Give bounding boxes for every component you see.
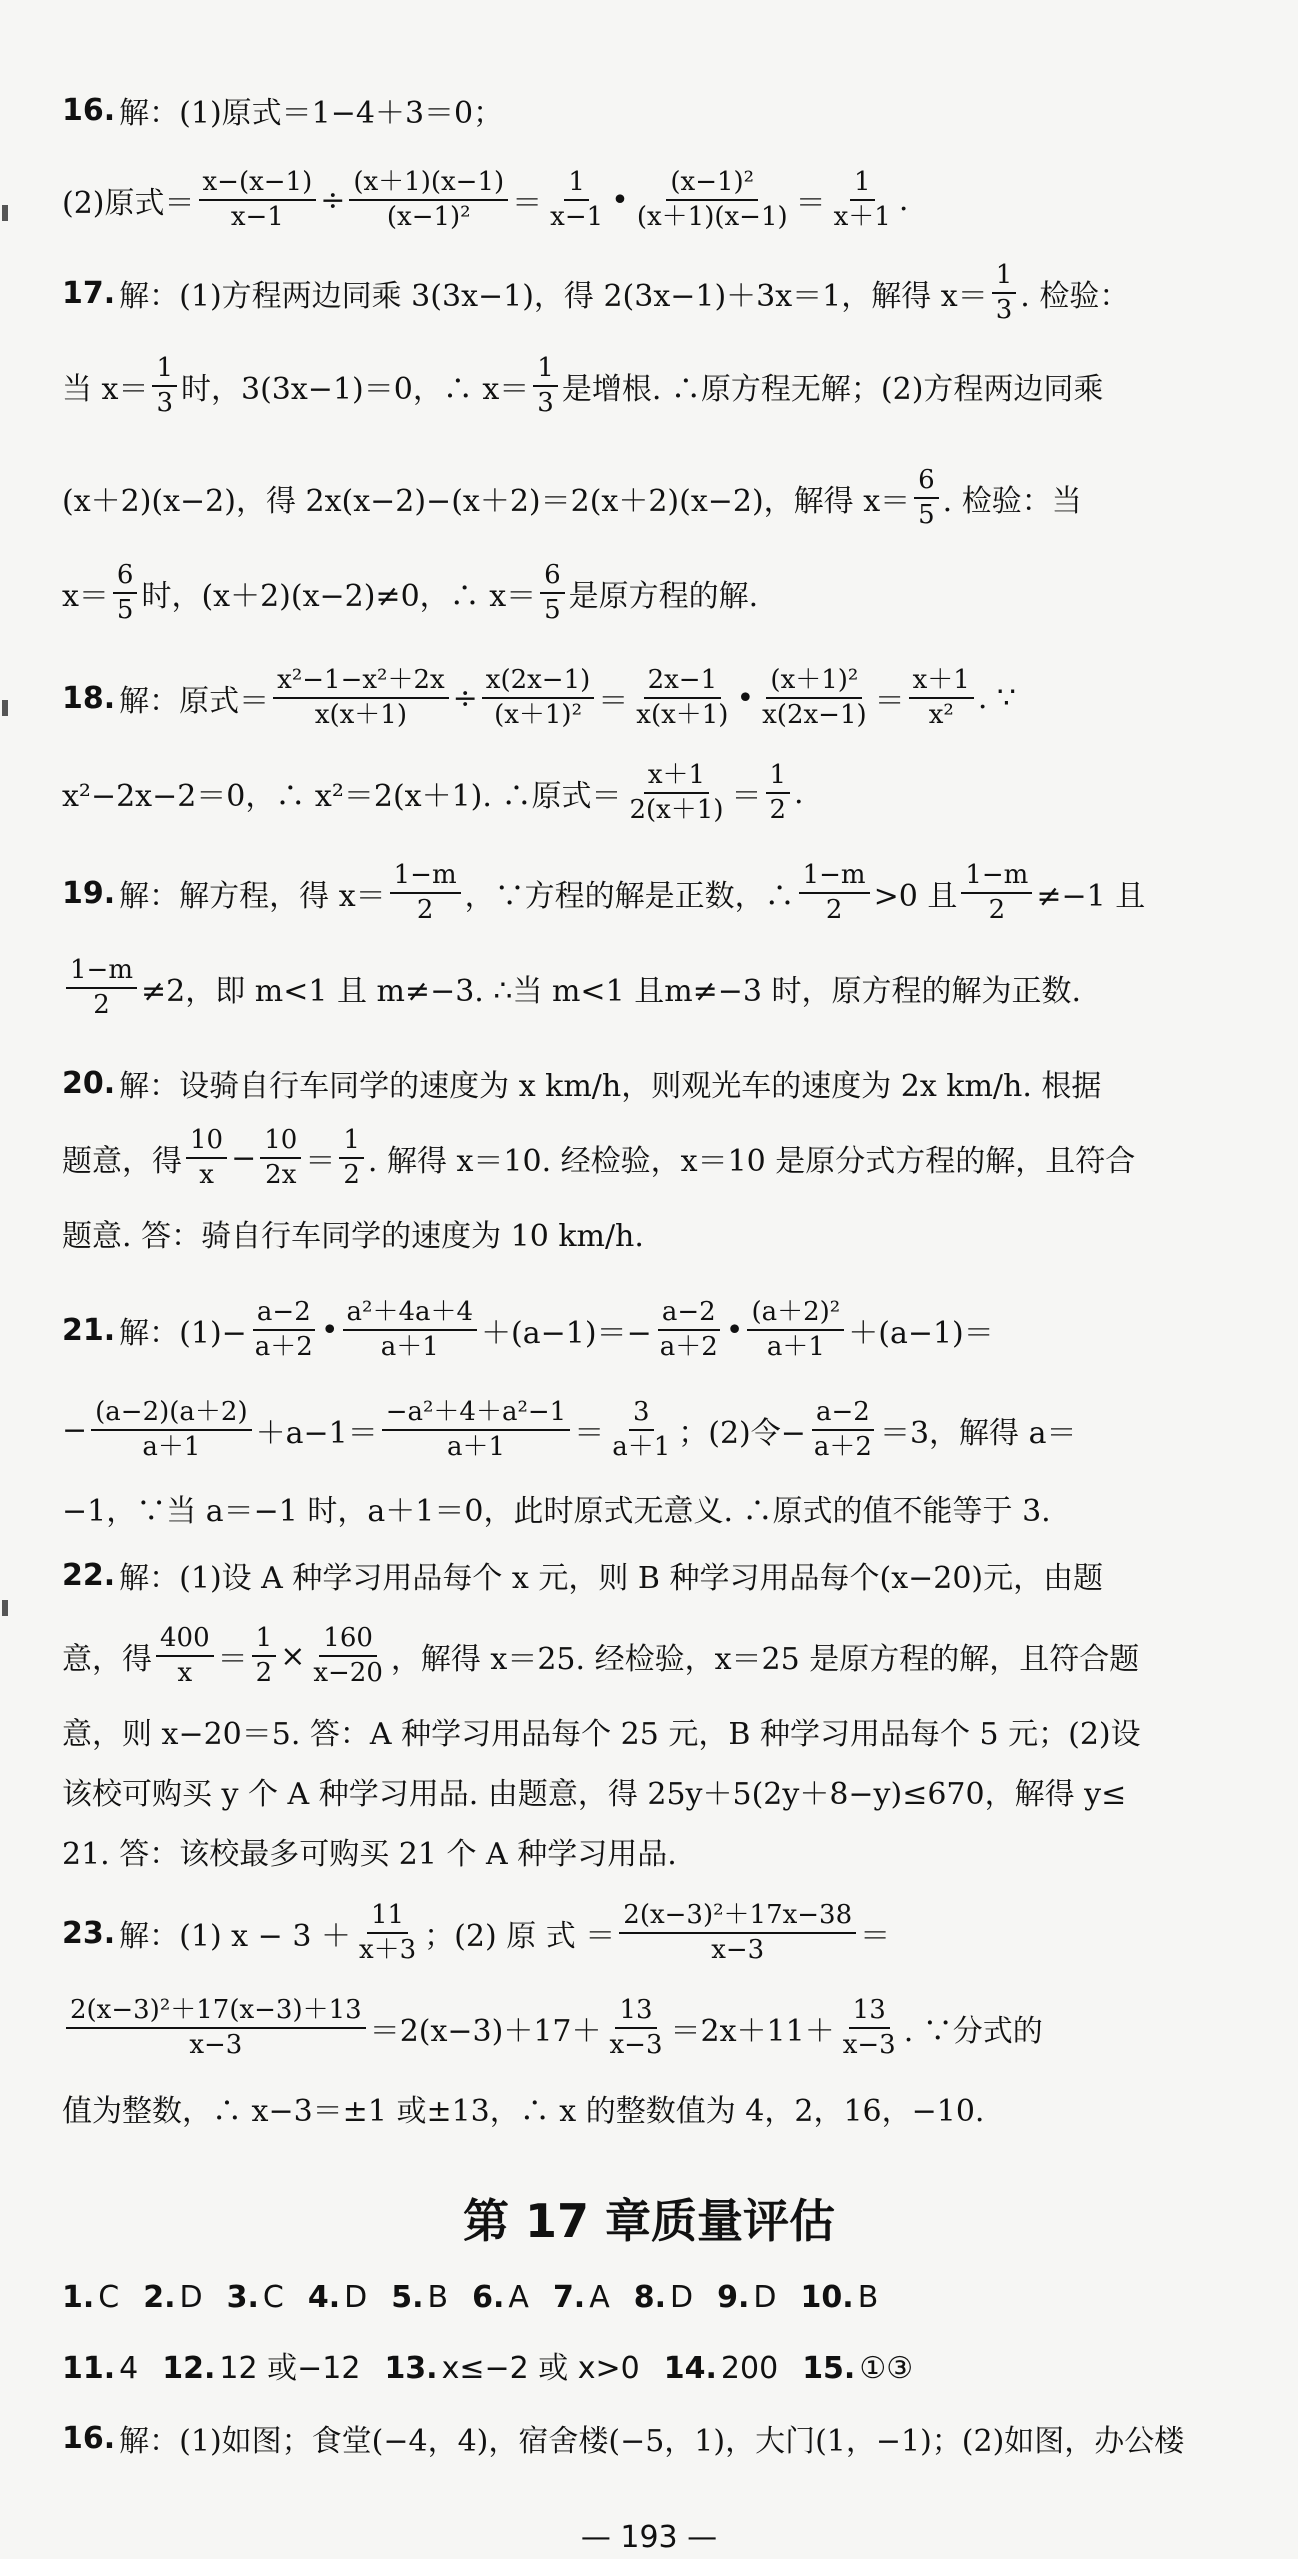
answer-value: D (670, 2280, 694, 2315)
numerator: 13 (615, 1996, 656, 2029)
text: ＝3，解得 a＝ (879, 1416, 1077, 1451)
question-number: 22. (62, 1557, 116, 1593)
numerator: x−(x−1) (199, 168, 317, 201)
text: 该校可购买 y 个 A 种学习用品. 由题意，得 25y＋5(2y＋8−y)≤670，解得 y≤ (62, 1777, 1127, 1812)
fraction (339, 1126, 364, 1189)
answer-item (62, 2280, 119, 2315)
answer-item (472, 2280, 529, 2315)
text: ÷ (452, 680, 478, 716)
denominator: x(x＋1) (636, 700, 729, 730)
fraction (390, 861, 461, 924)
question-number: 21. (62, 1312, 116, 1348)
denominator: x−3 (609, 2030, 663, 2060)
answer-number: 1. (62, 2280, 95, 2315)
answer-value: B (427, 2280, 449, 2315)
fraction (633, 168, 792, 231)
text: − (231, 1140, 257, 1176)
denominator: a＋1 (380, 1332, 439, 1362)
fraction (799, 861, 870, 924)
numerator: 11 (367, 1901, 408, 1934)
text: −1，∵当 a＝−1 时，a＋1＝0，此时原式无意义. ∴原式的值不能等于 3. (62, 1494, 1051, 1529)
page-edge-mark (2, 700, 8, 716)
section-title: 第 17 章质量评估 (462, 2194, 836, 2248)
question-number: 23. (62, 1915, 116, 1951)
denominator: 2 (988, 895, 1006, 925)
fraction (309, 1624, 387, 1687)
solution-20-line-3 (62, 1185, 1232, 1281)
text: 值为整数，∴ x−3＝±1 或±13，∴ x 的整数值为 4，2，16，−10. (62, 2094, 985, 2129)
denominator: 2x (265, 1160, 297, 1190)
fraction (91, 1398, 251, 1461)
solution-19-line-1 (62, 845, 1232, 941)
text: 解：解方程，得 x＝ (119, 879, 386, 914)
text: ÷ (320, 182, 346, 218)
solution-17-line-1 (62, 245, 1232, 341)
numerator: a−2 (658, 1298, 720, 1331)
answer-item (801, 2280, 879, 2315)
answer-number: 14. (663, 2351, 717, 2386)
text: ＝ (860, 1919, 891, 1954)
solution-23-line-3 (62, 2060, 1232, 2156)
numerator: 1 (152, 354, 177, 387)
answer-value: D (179, 2280, 203, 2315)
text: x²−2x−2＝0，∴ x²＝2(x＋1). ∴原式＝ (62, 779, 622, 814)
denominator: 3 (156, 388, 174, 418)
text: ≠2，即 m<1 且 m≠−3. ∴当 m<1 且m≠−3 时，原方程的解为正数. (140, 974, 1082, 1009)
text: 解：(1) x − 3 ＋ (119, 1919, 351, 1954)
fraction (533, 354, 558, 417)
fraction (382, 1398, 571, 1461)
text: − (62, 1412, 88, 1448)
question-number: 18. (62, 680, 116, 716)
solution-16-line-2 (62, 152, 1232, 248)
text: . ∵分式的 (903, 2014, 1043, 2049)
solution-16-line-1 (62, 62, 1232, 158)
fraction (961, 861, 1032, 924)
text: . 检验： (1020, 279, 1130, 314)
denominator: 2 (255, 1658, 273, 1688)
text: ＝ (874, 684, 905, 719)
text: ＝ (795, 186, 826, 221)
fraction (909, 666, 974, 729)
numerator: a−2 (253, 1298, 315, 1331)
denominator: 2 (825, 895, 843, 925)
denominator: x＋1 (833, 202, 891, 232)
answer-value: x≤−2 或 x>0 (441, 2351, 640, 2386)
fraction (632, 666, 732, 729)
answer-value: C (262, 2280, 284, 2315)
text: . 检验：当 (942, 484, 1082, 519)
text: 是原方程的解. (568, 579, 759, 614)
text: ；(2) 原 式 ＝ (424, 1919, 616, 1954)
page-edge-mark (2, 205, 8, 221)
answer-number: 6. (472, 2280, 505, 2315)
text: ＝ (512, 186, 543, 221)
numerator: 400 (156, 1624, 214, 1657)
fraction (656, 1298, 722, 1361)
text: x＝ (62, 579, 109, 614)
text: ≠−1 且 (1036, 879, 1146, 914)
text: . (898, 182, 909, 218)
numerator: 1−m (961, 861, 1032, 894)
answer-item (802, 2351, 913, 2386)
denominator: (x＋1)² (494, 700, 582, 730)
fraction (546, 168, 607, 231)
numerator: 2(x−3)²＋17(x−3)＋13 (66, 1996, 366, 2029)
answer-item (308, 2280, 367, 2315)
numerator: (a−2)(a＋2) (91, 1398, 251, 1431)
text: • (320, 1312, 339, 1348)
denominator: x−3 (842, 2030, 896, 2060)
numerator: x＋1 (909, 666, 974, 699)
answer-item (62, 2351, 138, 2386)
numerator: 1 (766, 761, 791, 794)
denominator: x (199, 1160, 214, 1190)
solution-18-line-2 (62, 745, 1232, 841)
text: ＋a−1＝ (255, 1416, 378, 1451)
answer-value: 200 (720, 2351, 779, 2386)
fraction (186, 1126, 227, 1189)
answer-number: 9. (717, 2280, 750, 2315)
denominator: 2 (769, 795, 787, 825)
numerator: x²−1−x²＋2x (273, 666, 449, 699)
answer-number: 15. (802, 2351, 856, 2386)
text: 解：(1)方程两边同乘 3(3x−1)，得 2(3x−1)＋3x＝1，解得 x＝ (119, 279, 988, 314)
text: 当 x＝ (62, 372, 149, 407)
answer-number: 11. (62, 2351, 116, 2386)
numerator: 2x−1 (644, 666, 722, 699)
denominator: x (177, 1658, 193, 1688)
solution-21-line-1 (62, 1282, 1232, 1378)
numerator: 1 (992, 261, 1017, 294)
text: 是增根. ∴原方程无解；(2)方程两边同乘 (561, 372, 1104, 407)
fraction (619, 1901, 856, 1964)
fraction (992, 261, 1017, 324)
answer-value: ①③ (859, 2351, 914, 2386)
solution-17-line-2 (62, 338, 1232, 434)
denominator: a＋1 (446, 1432, 505, 1462)
numerator: 160 (319, 1624, 377, 1657)
text: (2)原式＝ (62, 186, 195, 221)
text: 意，得 (62, 1642, 152, 1677)
numerator: 2(x−3)²＋17x−38 (619, 1901, 856, 1934)
answer-value: 4 (119, 2351, 139, 2386)
fraction (343, 1298, 478, 1361)
fraction (747, 1298, 844, 1361)
solution-17-line-3 (62, 450, 1232, 546)
solution-17-line-4 (62, 545, 1232, 641)
fraction (251, 1298, 317, 1361)
fraction (766, 761, 791, 824)
answer-item (143, 2280, 202, 2315)
denominator: 2 (343, 1160, 360, 1190)
denominator: a＋2 (254, 1332, 313, 1362)
text: ，解得 x＝25. 经检验，x＝25 是原方程的解，且符合题 (390, 1642, 1140, 1677)
text: ＋(a−1)＝− (481, 1316, 652, 1351)
numerator: 13 (849, 1996, 890, 2029)
fraction (810, 1398, 876, 1461)
fraction (199, 168, 317, 231)
denominator: a＋2 (813, 1432, 872, 1462)
denominator: (x＋1)(x−1) (636, 202, 788, 232)
numerator: 1 (252, 1624, 277, 1657)
fraction (914, 466, 939, 529)
fraction (606, 1996, 667, 2059)
text: ＝ (217, 1642, 248, 1677)
denominator: x(2x−1) (762, 700, 867, 730)
answer-number: 2. (143, 2280, 176, 2315)
page-edge-mark (2, 1600, 8, 1616)
denominator: 5 (116, 595, 134, 625)
text: 意，则 x−20＝5. 答：A 种学习用品每个 25 元，B 种学习用品每个 5 元；(2)设 (62, 1717, 1141, 1752)
denominator: a＋1 (142, 1432, 201, 1462)
answer-value: C (98, 2280, 120, 2315)
text: 时，3(3x−1)＝0，∴ x＝ (181, 372, 530, 407)
answer-item (162, 2351, 360, 2386)
numerator: a−2 (812, 1398, 874, 1431)
denominator: x＋3 (358, 1935, 417, 1965)
fraction (252, 1624, 277, 1687)
text: ；(2)令− (678, 1416, 806, 1451)
fraction (66, 956, 137, 1019)
answer-number: 10. (800, 2280, 854, 2315)
answer-number: 3. (226, 2280, 259, 2315)
answer-number: 8. (633, 2280, 667, 2315)
fraction (830, 168, 895, 231)
text: 题意，得 (62, 1144, 182, 1179)
fraction (273, 666, 449, 729)
text: • (611, 182, 629, 218)
text: 解：原式＝ (119, 684, 270, 719)
text: . (794, 775, 804, 811)
denominator: x−3 (189, 2030, 243, 2060)
denominator: 2 (416, 895, 434, 925)
text: ＝2x＋11＋ (670, 2014, 835, 2049)
denominator: 3 (995, 295, 1013, 325)
answer-value: B (857, 2280, 879, 2315)
denominator: 2 (93, 990, 110, 1020)
numerator: 1−m (799, 861, 870, 894)
text: • (736, 680, 755, 716)
fraction (113, 561, 138, 624)
text: 解：(1)如图；食堂(−4，4)，宿舍楼(−5，1)，大门(1，−1)；(2)如图，办公楼 (119, 2424, 1185, 2459)
denominator: 3 (537, 388, 554, 418)
choice-answers-row (62, 2280, 902, 2315)
text: 21. 答：该校最多可购买 21 个 A 种学习用品. (62, 1837, 677, 1872)
denominator: 5 (544, 595, 561, 625)
fraction (260, 1126, 301, 1189)
numerator: x(2x−1) (482, 666, 594, 699)
answer-number: 5. (391, 2280, 424, 2315)
answer-value: D (753, 2280, 777, 2315)
numerator: 6 (113, 561, 138, 594)
denominator: x² (928, 700, 954, 730)
numerator: a²＋4a＋4 (343, 1298, 478, 1331)
numerator: (x＋1)(x−1) (349, 168, 508, 201)
answer-item (664, 2351, 778, 2386)
denominator: (x−1)² (386, 202, 471, 232)
fraction (355, 1901, 420, 1964)
question-number: 17. (62, 275, 116, 311)
text: 解：设骑自行车同学的速度为 x km/h，则观光车的速度为 2x km/h. 根据 (119, 1069, 1102, 1104)
text: 解：(1)设 A 种学习用品每个 x 元，则 B 种学习用品每个(x−20)元，由题 (119, 1561, 1104, 1596)
text: × (280, 1638, 306, 1674)
fill-answers-row (62, 2343, 937, 2387)
solution-19-line-2 (62, 940, 1232, 1036)
numerator: 10 (260, 1126, 301, 1159)
answer-item (384, 2351, 639, 2386)
fraction (540, 561, 565, 624)
page-number: — 193 — (580, 2520, 718, 2555)
text: ＝2(x−3)＋17＋ (369, 2014, 602, 2049)
text: ＝ (731, 779, 762, 814)
answer-item (391, 2280, 448, 2315)
denominator: 5 (918, 500, 935, 530)
answer-item (634, 2280, 693, 2315)
answer-item (553, 2280, 610, 2315)
numerator: 6 (914, 466, 939, 499)
fraction (156, 1624, 214, 1687)
text: • (725, 1312, 744, 1348)
text: . ∵ (977, 680, 1017, 716)
fraction (608, 1398, 674, 1461)
numerator: x＋1 (644, 761, 709, 794)
text: ＝ (305, 1144, 336, 1179)
text: >0 且 (873, 879, 958, 914)
fraction (482, 666, 594, 729)
answer-value: A (589, 2280, 610, 2315)
numerator: (x＋1)² (766, 666, 862, 699)
denominator: a＋1 (612, 1432, 671, 1462)
question-number: 20. (62, 1065, 116, 1101)
answer-number: 4. (307, 2280, 341, 2315)
denominator: 2(x＋1) (629, 795, 724, 825)
numerator: (a＋2)² (747, 1298, 844, 1331)
answer-item (227, 2280, 284, 2315)
answer-value: 12 或−12 (219, 2351, 361, 2386)
text: ＋(a−1)＝ (848, 1316, 994, 1351)
numerator: 6 (540, 561, 565, 594)
numerator: 3 (629, 1398, 654, 1431)
question-number: 16. (62, 92, 116, 128)
denominator: a＋2 (659, 1332, 718, 1362)
numerator: 10 (186, 1126, 227, 1159)
denominator: x(x＋1) (314, 700, 407, 730)
answer-value: D (344, 2280, 368, 2315)
text: 时，(x＋2)(x−2)≠0，∴ x＝ (141, 579, 537, 614)
text: 题意. 答：骑自行车同学的速度为 10 km/h. (62, 1219, 644, 1254)
numerator: 1 (850, 168, 875, 201)
denominator: x−20 (313, 1658, 383, 1688)
answer-number: 7. (552, 2280, 586, 2315)
text: ，∵方程的解是正数，∴ (464, 879, 795, 914)
text: ＝ (598, 684, 629, 719)
fraction (839, 1996, 900, 2059)
fraction (66, 1996, 366, 2059)
question-16-line (62, 2390, 1232, 2486)
text: (x＋2)(x−2)，得 2x(x−2)−(x＋2)＝2(x＋2)(x−2)，解得 x＝ (62, 484, 911, 519)
answer-number: 13. (384, 2351, 438, 2386)
numerator: 1−m (66, 956, 137, 989)
numerator: (x−1)² (666, 168, 758, 201)
numerator: 1−m (390, 861, 461, 894)
denominator: x−1 (550, 202, 604, 232)
fraction (152, 354, 177, 417)
text: ＝ (574, 1416, 605, 1451)
answer-number: 12. (162, 2351, 216, 2386)
numerator: 1 (533, 354, 558, 387)
text: 解：(1)− (119, 1316, 247, 1351)
fraction (758, 666, 870, 729)
answer-item (717, 2280, 776, 2315)
answer-value: A (508, 2280, 529, 2315)
fraction (625, 761, 727, 824)
text: . 解得 x＝10. 经检验，x＝10 是原分式方程的解，且符合 (367, 1144, 1136, 1179)
text: 解：(1)原式＝1−4＋3＝0； (119, 96, 504, 131)
numerator: −a²＋4＋a²−1 (382, 1398, 571, 1431)
question-number: 16. (62, 2420, 116, 2456)
denominator: x−1 (230, 202, 284, 232)
solution-18-line-1 (62, 650, 1232, 746)
fraction (349, 168, 508, 231)
denominator: a＋1 (766, 1332, 825, 1362)
denominator: x−3 (711, 1935, 765, 1965)
question-number: 19. (62, 875, 116, 911)
numerator: 1 (339, 1126, 364, 1159)
solution-23-line-1 (62, 1885, 1232, 1981)
numerator: 1 (564, 168, 589, 201)
